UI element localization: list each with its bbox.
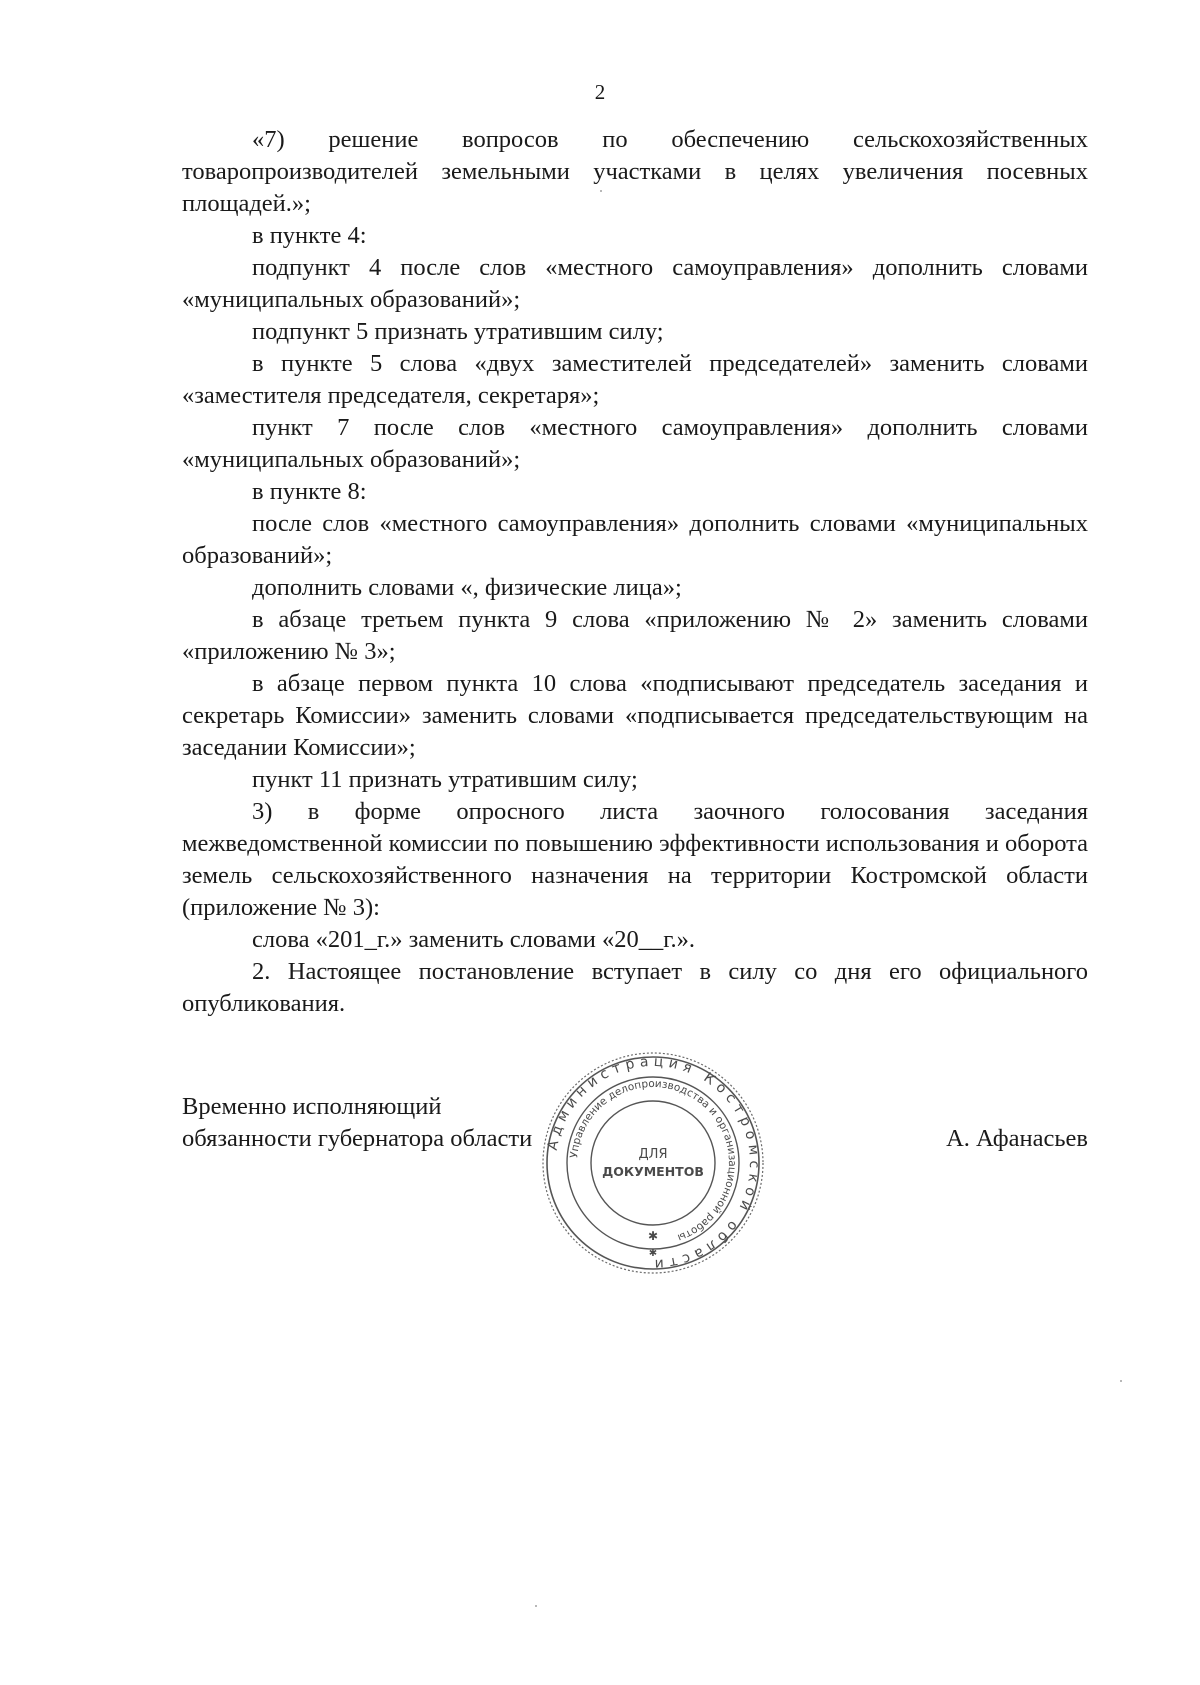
- signatory-title-line: обязанности губернатора области: [182, 1125, 533, 1152]
- paragraph: в абзаце третьем пункта 9 слова «приложению № 2» заменить словами «приложению № 3»;: [182, 606, 1088, 665]
- paragraph: подпункт 4 после слов «местного самоуправления» дополнить словами «муниципальных образований»;: [182, 254, 1088, 313]
- seal-outer-text: Администрация Костромской области: [544, 1053, 763, 1273]
- seal-graphic: [540, 1050, 766, 1276]
- paragraph: 3) в форме опросного листа заочного голосования заседания межведомственной комиссии по повышению эффективности использования и оборота земель сельскохозяйственного назначения на территории Костромской области (приложение № 3):: [182, 798, 1088, 921]
- seal-star-icon: ✱: [648, 1248, 658, 1259]
- page-number: 2: [594, 80, 606, 104]
- seal-star-icon: ✱: [647, 1229, 659, 1243]
- seal-center-line: ДЛЯ: [638, 1147, 668, 1162]
- paragraph: дополнить словами «, физические лица»;: [252, 574, 682, 601]
- scan-speck: [1120, 1380, 1122, 1382]
- signatory-name: А. Афанасьев: [946, 1125, 1088, 1152]
- seal-inner-text: Управление делопроизводства и организационной работы: [568, 1077, 739, 1244]
- official-seal: [540, 1050, 766, 1276]
- paragraph: в пункте 8:: [252, 478, 367, 505]
- signatory-title-line: Временно исполняющий: [182, 1093, 442, 1120]
- paragraph: подпункт 5 признать утратившим силу;: [252, 318, 664, 345]
- paragraph: 2. Настоящее постановление вступает в силу со дня его официального опубликования.: [182, 958, 1088, 1017]
- seal-ring: [567, 1077, 739, 1249]
- paragraph: после слов «местного самоуправления» дополнить словами «муниципальных образований»;: [182, 510, 1088, 569]
- signatory-title: [182, 1091, 532, 1155]
- paragraph: «7) решение вопросов по обеспечению сельскохозяйственных товаропроизводителей земельными участками в целях увеличения посевных площадей.»;: [182, 126, 1088, 217]
- scan-speck: [600, 190, 602, 192]
- scan-speck: [535, 1605, 537, 1607]
- paragraph: пункт 7 после слов «местного самоуправления» дополнить словами «муниципальных образований»;: [182, 414, 1088, 473]
- seal-center-line: ДОКУМЕНТОВ: [602, 1164, 704, 1179]
- seal-ring: [591, 1101, 715, 1225]
- paragraph: слова «201_г.» заменить словами «20__г.».: [252, 926, 696, 953]
- paragraph: в абзаце первом пункта 10 слова «подписывают председатель заседания и секретарь Комиссии» заменить словами «подписывается председательствующим на заседании Комиссии»;: [182, 670, 1088, 761]
- document-body: [182, 124, 1088, 1020]
- paragraph: пункт 11 признать утратившим силу;: [252, 766, 638, 793]
- paragraph: в пункте 4:: [252, 222, 367, 249]
- paragraph: в пункте 5 слова «двух заместителей председателей» заменить словами «заместителя председателя, секретаря»;: [182, 350, 1088, 409]
